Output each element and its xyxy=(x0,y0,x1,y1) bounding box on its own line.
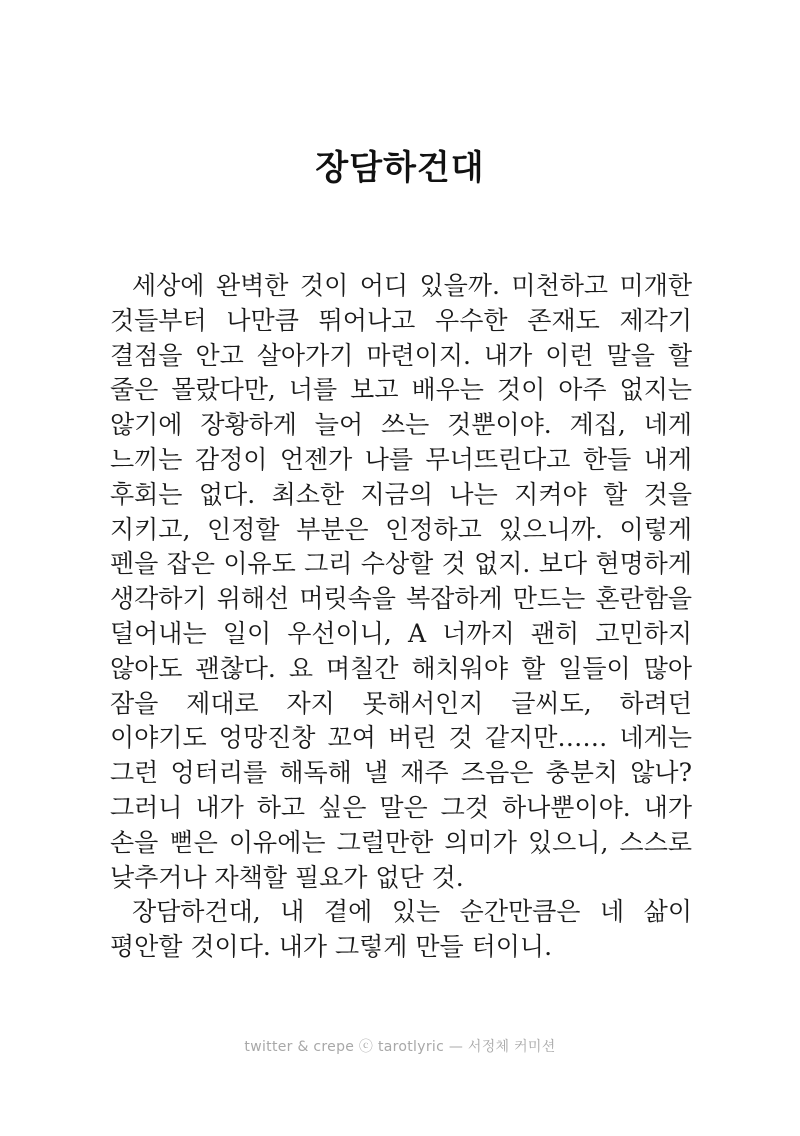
letter-body xyxy=(110,269,692,965)
paragraph-2: 장담하건대, 내 곁에 있는 순간만큼은 네 삶이 평안할 것이다. 내가 그렇게 만들 터이니. xyxy=(110,897,692,962)
paragraph-1: 세상에 완벽한 것이 어디 있을까. 미천하고 미개한 것들부터 나만큼 뛰어나고 우수한 존재도 제각기 결점을 안고 살아가기 마련이지. 내가 이런 말을 할 줄은 몰랐다만, 너를 보고 배우는 것이 아주 없지는 않기에 장황하게 늘어 쓰는 것뿐이야. 계집, 네게 느끼는 감정이 언젠가 나를 무너뜨린다고 한들 내게 후회는 없다. 최소한 지금의 나는 지켜야 할 것을 지키고, 인정할 부분은 인정하고 있으니까. 이렇게 펜을 잡은 이유도 그리 수상할 것 없지. 보다 현명하게 생각하기 위해선 머릿속을 복잡하게 만드는 혼란함을 덜어내는 일이 우선이니, A 너까지 괜히 고민하지 않아도 괜찮다. 요 며칠간 해치워야 할 일들이 많아 잠을 제대로 자지 못해서인지 글씨도, 하려던 이야기도 엉망진창 꼬여 버린 것 같지만…… 네게는 그런 엉터리를 해독해 낼 재주 즈음은 충분치 않나? 그러니 내가 하고 싶은 말은 그것 하나뿐이야. 내가 손을 뻗은 이유에는 그럴만한 의미가 있으니, 스스로 낮추거나 자책할 필요가 없단 것. xyxy=(110,271,692,892)
page-title: 장담하건대 xyxy=(315,148,485,188)
credit-footer: twitter & crepe ⓒ tarotlyric — 서정체 커미션 xyxy=(244,1039,556,1055)
